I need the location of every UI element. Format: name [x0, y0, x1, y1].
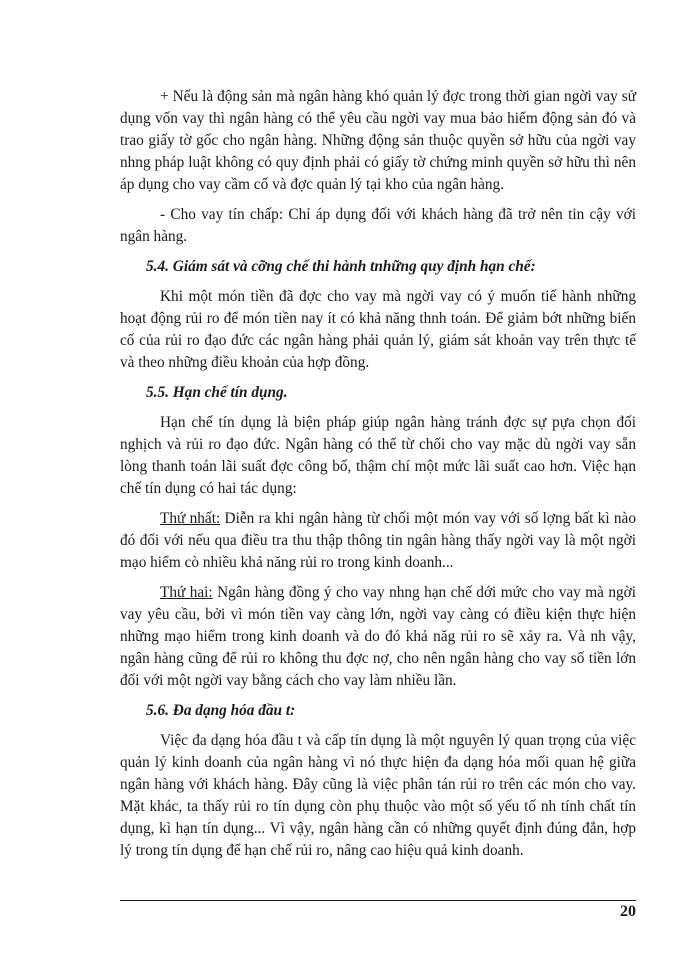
second-effect-label: Thứ hai: — [160, 584, 213, 601]
page-number: 20 — [620, 903, 636, 920]
footer-rule — [120, 900, 636, 901]
section-heading-5-6: 5.6. Đa dạng hóa đầu t: — [146, 702, 296, 719]
section-heading-5-5: 5.5. Hạn chế tín dụng. — [146, 384, 288, 401]
paragraph-unsecured-loan: - Cho vay tín chấp: Chỉ áp dụng đối với khách hàng đã trở nên tin cậy với ngân hàng. — [120, 206, 636, 245]
second-effect-text: Ngân hàng đồng ý cho vay nhng hạn chế dới mức cho vay mà ngời vay yêu cầu, bởi vì món tiền vay càng lớn, ngời vay càng có điều kiện thực hiện những mạo hiểm trong kinh doanh và do đó khả năg rủi ro sẽ xảy ra. Và nh vậy, ngân hàng cũng để rủi ro không thu đợc nợ, cho nên ngân hàng cho vay số tiền lớn đối với một ngời vay bằng cách cho vay làm nhiều lần. — [120, 584, 636, 689]
paragraph-diversification: Việc đa dạng hóa đầu t và cấp tín dụng là một nguyên lý quan trọng của việc quản lý kinh doanh của ngân hàng vì nó thực hiện đa dạng hóa mối quan hệ giữa ngân hàng với khách hàng. Đây cũng là việc phân tán rủi ro trên các món cho vay. Mặt khác, ta thấy rủi ro tín dụng còn phụ thuộc vào một số yếu tố nh tính chất tín dụng, kì hạn tín dụng... Vì vậy, ngân hàng cần có những quyết định đúng đắn, hợp lý trong tín dụng để hạn chế rủi ro, nâng cao hiệu quả kinh doanh. — [120, 732, 636, 859]
section-heading-5-4: 5.4. Giám sát và cỡng chế thi hành tnhững quy định hạn chế: — [146, 258, 536, 275]
paragraph-credit-limits: Hạn chế tín dụng là biện pháp giúp ngân hàng tránh đợc sự pựa chọn đối nghịch và rủi ro đạo đức. Ngân hàng có thể từ chối cho vay mặc dù ngời vay sẵn lòng thanh toán lãi suất đợc công bố, thậm chí một mức lãi suất cao hơn. Việc hạn chế tín dụng có hai tác dụng: — [120, 414, 636, 497]
paragraph-supervision: Khi một món tiền đã đợc cho vay mà ngời vay có ý muốn tiế hành những hoạt động rủi ro để món tiền nay ít có khả năng thnh toán. Để giảm bớt những biến cố của rủi ro đạo đức các ngân hàng phải quản lý, giám sát khoản vay trên thực tế và theo những điều khoản của hợp đồng. — [120, 288, 636, 371]
first-effect-label: Thứ nhất: — [160, 510, 221, 527]
first-effect-text: Diễn ra khi ngân hàng từ chối một món vay với số lợng bất kì nào đó đối với nếu qua điều tra thu thập thông tin ngân hàng thấy ngời vay là một ngời mạo hiểm cò nhiều khả năng rủi ro trong kinh doanh... — [120, 510, 636, 571]
page-body — [120, 86, 636, 870]
paragraph-second-effect — [120, 582, 636, 692]
paragraph-movable-assets: + Nếu là động sản mà ngân hàng khó quản lý đợc trong thời gian ngời vay sử dụng vốn vay thì ngân hàng có thể yêu cầu ngời vay mua bảo hiểm động sản đó và trao giấy tờ gốc cho ngân hàng. Những động sản thuộc quyền sở hữu của ngời vay nhng pháp luật không có quy định phải có giấy tờ chứng minh quyền sở hữu thì nên áp dụng cho vay cầm cố và đợc quản lý tại kho của ngân hàng. — [120, 88, 636, 193]
paragraph-first-effect — [120, 508, 636, 574]
